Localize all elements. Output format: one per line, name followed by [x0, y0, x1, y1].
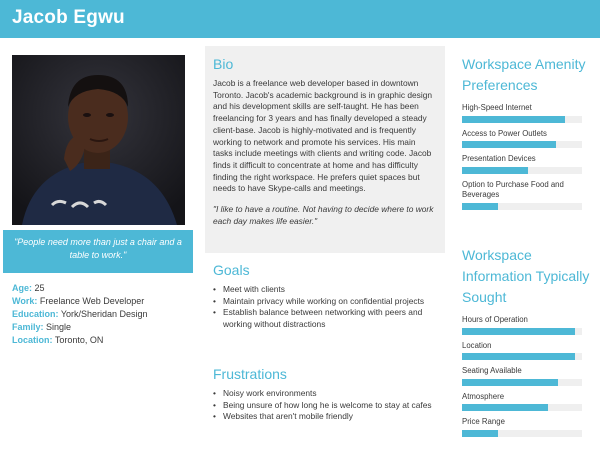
bio-text: Jacob is a freelance web developer based in downtown Toronto. Jacob's academic background is in graphic design and his development skills are self-taught. He has been freelancing for 3 years and has finally developed a steady client-base. Jacob is highly-motivated and is frequently working to network and promote his services. His main tasks include meetings with clients and writing code. Jacob finds it difficult to concentrate at home and has difficulty finding the right workspace. He prefers quiet spaces but needs to have Skype-calls and meetings. — [213, 78, 433, 194]
amenity-item — [462, 103, 590, 123]
fact-value: Freelance Web Developer — [37, 296, 145, 306]
amenity-bar-fill — [462, 141, 556, 148]
fact-family — [12, 321, 148, 334]
goal-item: • Establish balance between networking with peers and working without distractions — [213, 307, 445, 330]
information-label: Hours of Operation — [462, 315, 528, 324]
persona-photo — [12, 55, 185, 225]
amenity-label: Option to Purchase Food and Beverages — [462, 179, 564, 199]
information-label: Price Range — [462, 417, 505, 426]
information-bar-fill — [462, 430, 498, 437]
information-item — [462, 366, 590, 386]
amenity-bar — [462, 116, 582, 123]
persona-quote: "People need more than just a chair and a table to work." — [3, 230, 193, 273]
persona-name: Jacob Egwu — [12, 7, 125, 28]
fact-key: Location: — [12, 335, 53, 345]
amenity-preferences-title: Workspace Amenity Preferences — [462, 56, 586, 93]
amenity-bar-fill — [462, 116, 565, 123]
information-sought-title: Workspace Information Typically Sought — [462, 247, 590, 305]
amenity-bar — [462, 141, 582, 148]
portrait-image — [12, 55, 185, 225]
information-bar — [462, 379, 582, 386]
frustration-item: • Noisy work environments — [213, 388, 445, 400]
bio-quote: "I like to have a routine. Not having to decide where to work each day makes life easier." — [213, 204, 434, 226]
information-label: Atmosphere — [462, 391, 505, 401]
goals-title: Goals — [213, 262, 250, 278]
information-item — [462, 341, 590, 361]
goals-section — [213, 262, 445, 331]
frustrations-section — [213, 366, 445, 423]
fact-age — [12, 282, 148, 295]
information-bar-fill — [462, 328, 575, 335]
information-sought — [462, 245, 590, 443]
fact-key: Work: — [12, 296, 38, 306]
information-bar — [462, 430, 582, 437]
amenity-preferences — [462, 54, 590, 216]
information-label: Seating Available — [462, 366, 522, 375]
fact-key: Age: — [12, 283, 32, 293]
frustration-item: • Being unsure of how long he is welcome to stay at cafes — [213, 400, 445, 412]
information-bar — [462, 328, 582, 335]
amenity-item — [462, 129, 590, 149]
fact-work — [12, 295, 148, 308]
frustrations-list — [213, 388, 445, 423]
information-bar-fill — [462, 379, 558, 386]
amenity-bar-fill — [462, 203, 498, 210]
amenity-label: Presentation Devices — [462, 154, 536, 163]
amenity-item — [462, 180, 590, 210]
information-bar-fill — [462, 353, 575, 360]
goals-list — [213, 284, 445, 331]
fact-education — [12, 308, 148, 321]
information-item — [462, 417, 590, 437]
frustration-item: • Websites that aren't mobile friendly — [213, 411, 445, 423]
fact-location — [12, 334, 148, 347]
amenity-label: Access to Power Outlets — [462, 128, 547, 138]
persona-facts — [12, 282, 148, 347]
amenity-bar-fill — [462, 167, 528, 174]
bio-title: Bio — [213, 56, 234, 72]
information-label: Location — [462, 340, 492, 350]
fact-value: Single — [43, 322, 72, 332]
amenity-item — [462, 154, 590, 174]
fact-key: Education: — [12, 309, 59, 319]
goal-item: • Maintain privacy while working on confidential projects — [213, 296, 445, 308]
fact-value: York/Sheridan Design — [58, 309, 148, 319]
fact-value: 25 — [32, 283, 45, 293]
goal-item: • Meet with clients — [213, 284, 445, 296]
information-list — [462, 315, 590, 437]
frustrations-title: Frustrations — [213, 366, 287, 382]
fact-key: Family: — [12, 322, 44, 332]
amenity-list — [462, 103, 590, 210]
amenity-bar — [462, 167, 582, 174]
information-bar — [462, 353, 582, 360]
information-item — [462, 315, 590, 335]
information-item — [462, 392, 590, 412]
amenity-label: High-Speed Internet — [462, 103, 532, 112]
information-bar — [462, 404, 582, 411]
header-bar — [0, 0, 600, 38]
amenity-bar — [462, 203, 582, 210]
bio-card — [205, 46, 445, 253]
fact-value: Toronto, ON — [52, 335, 104, 345]
information-bar-fill — [462, 404, 548, 411]
